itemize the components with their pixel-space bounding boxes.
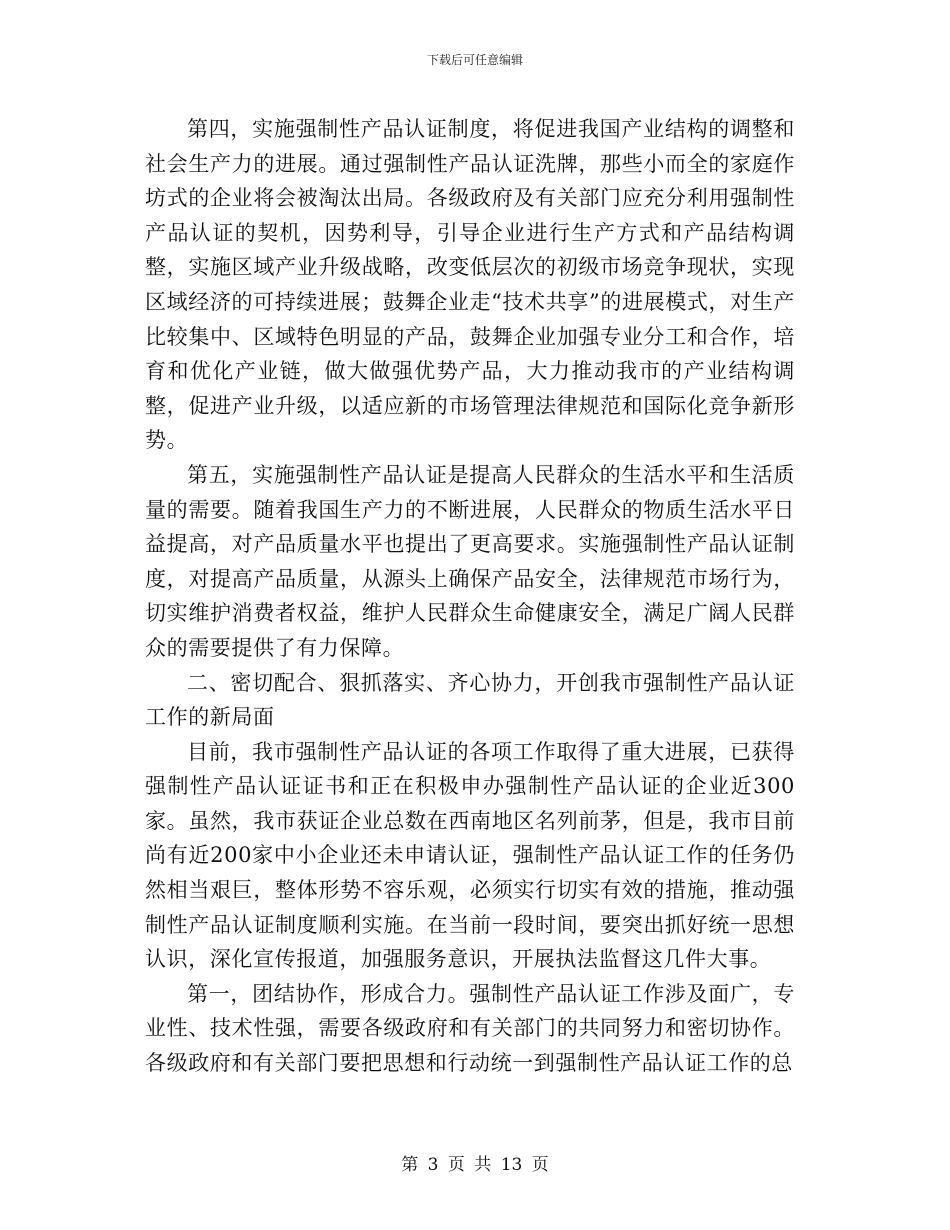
- paragraph-current-status: 目前，我市强制性产品认证的各项工作取得了重大进展，已获得强制性产品认证证书和正在积极申办强制性产品认证的企业近300家。虽然，我市获证企业总数在西南地区名列前茅，但是，我市目前尚有近200家中小企业还未申请认证，强制性产品认证工作的任务仍然相当艰巨，整体形势不容乐观，必须实行切实有效的措施，推动强制性产品认证制度顺利实施。在当前一段时间，要突出抓好统一思想认识，深化宣传报道，加强服务意识，开展执法监督这几件大事。: [145, 739, 795, 972]
- paragraph-1st-point: 第一，团结协作，形成合力。强制性产品认证工作涉及面广，专业性、技术性强，需要各级政府和有关部门的共同努力和密切协作。各级政府和有关部门要把思想和行动统一到强制性产品认证工作的总: [145, 981, 795, 1076]
- paragraph-5th-point: 第五，实施强制性产品认证是提高人民群众的生活水平和生活质量的需要。随着我国生产力的不断进展，人民群众的物质生活水平日益提高，对产品质量水平也提出了更高要求。实施强制性产品认证制度，对提高产品质量，从源头上确保产品安全，法律规范市场行为，切实维护消费者权益，维护人民群众生命健康安全，满足广阔人民群众的需要提供了有力保障。: [145, 462, 795, 660]
- page-number-footer: 第 3 页 共 13 页: [401, 1155, 549, 1175]
- section-heading-2: 二、密切配合、狠抓落实、齐心协力，开创我市强制性产品认证工作的新局面: [145, 670, 795, 730]
- document-body: [145, 112, 795, 1081]
- page-header: 下载后可任意编辑: [426, 53, 523, 67]
- paragraph-4th-point: 第四，实施强制性产品认证制度，将促进我国产业结构的调整和社会生产力的进展。通过强制性产品认证洗牌，那些小而全的家庭作坊式的企业将会被淘汰出局。各级政府及有关部门应充分利用强制性产品认证的契机，因势利导，引导企业进行生产方式和产品结构调整，实施区域产业升级战略，改变低层次的初级市场竞争现状，实现区域经济的可持续进展；鼓舞企业走“技术共享”的进展模式，对生产比较集中、区域特色明显的产品，鼓舞企业加强专业分工和合作，培育和优化产业链，做大做强优势产品，大力推动我市的产业结构调整，促进产业升级，以适应新的市场管理法律规范和国际化竞争新形势。: [145, 117, 795, 453]
